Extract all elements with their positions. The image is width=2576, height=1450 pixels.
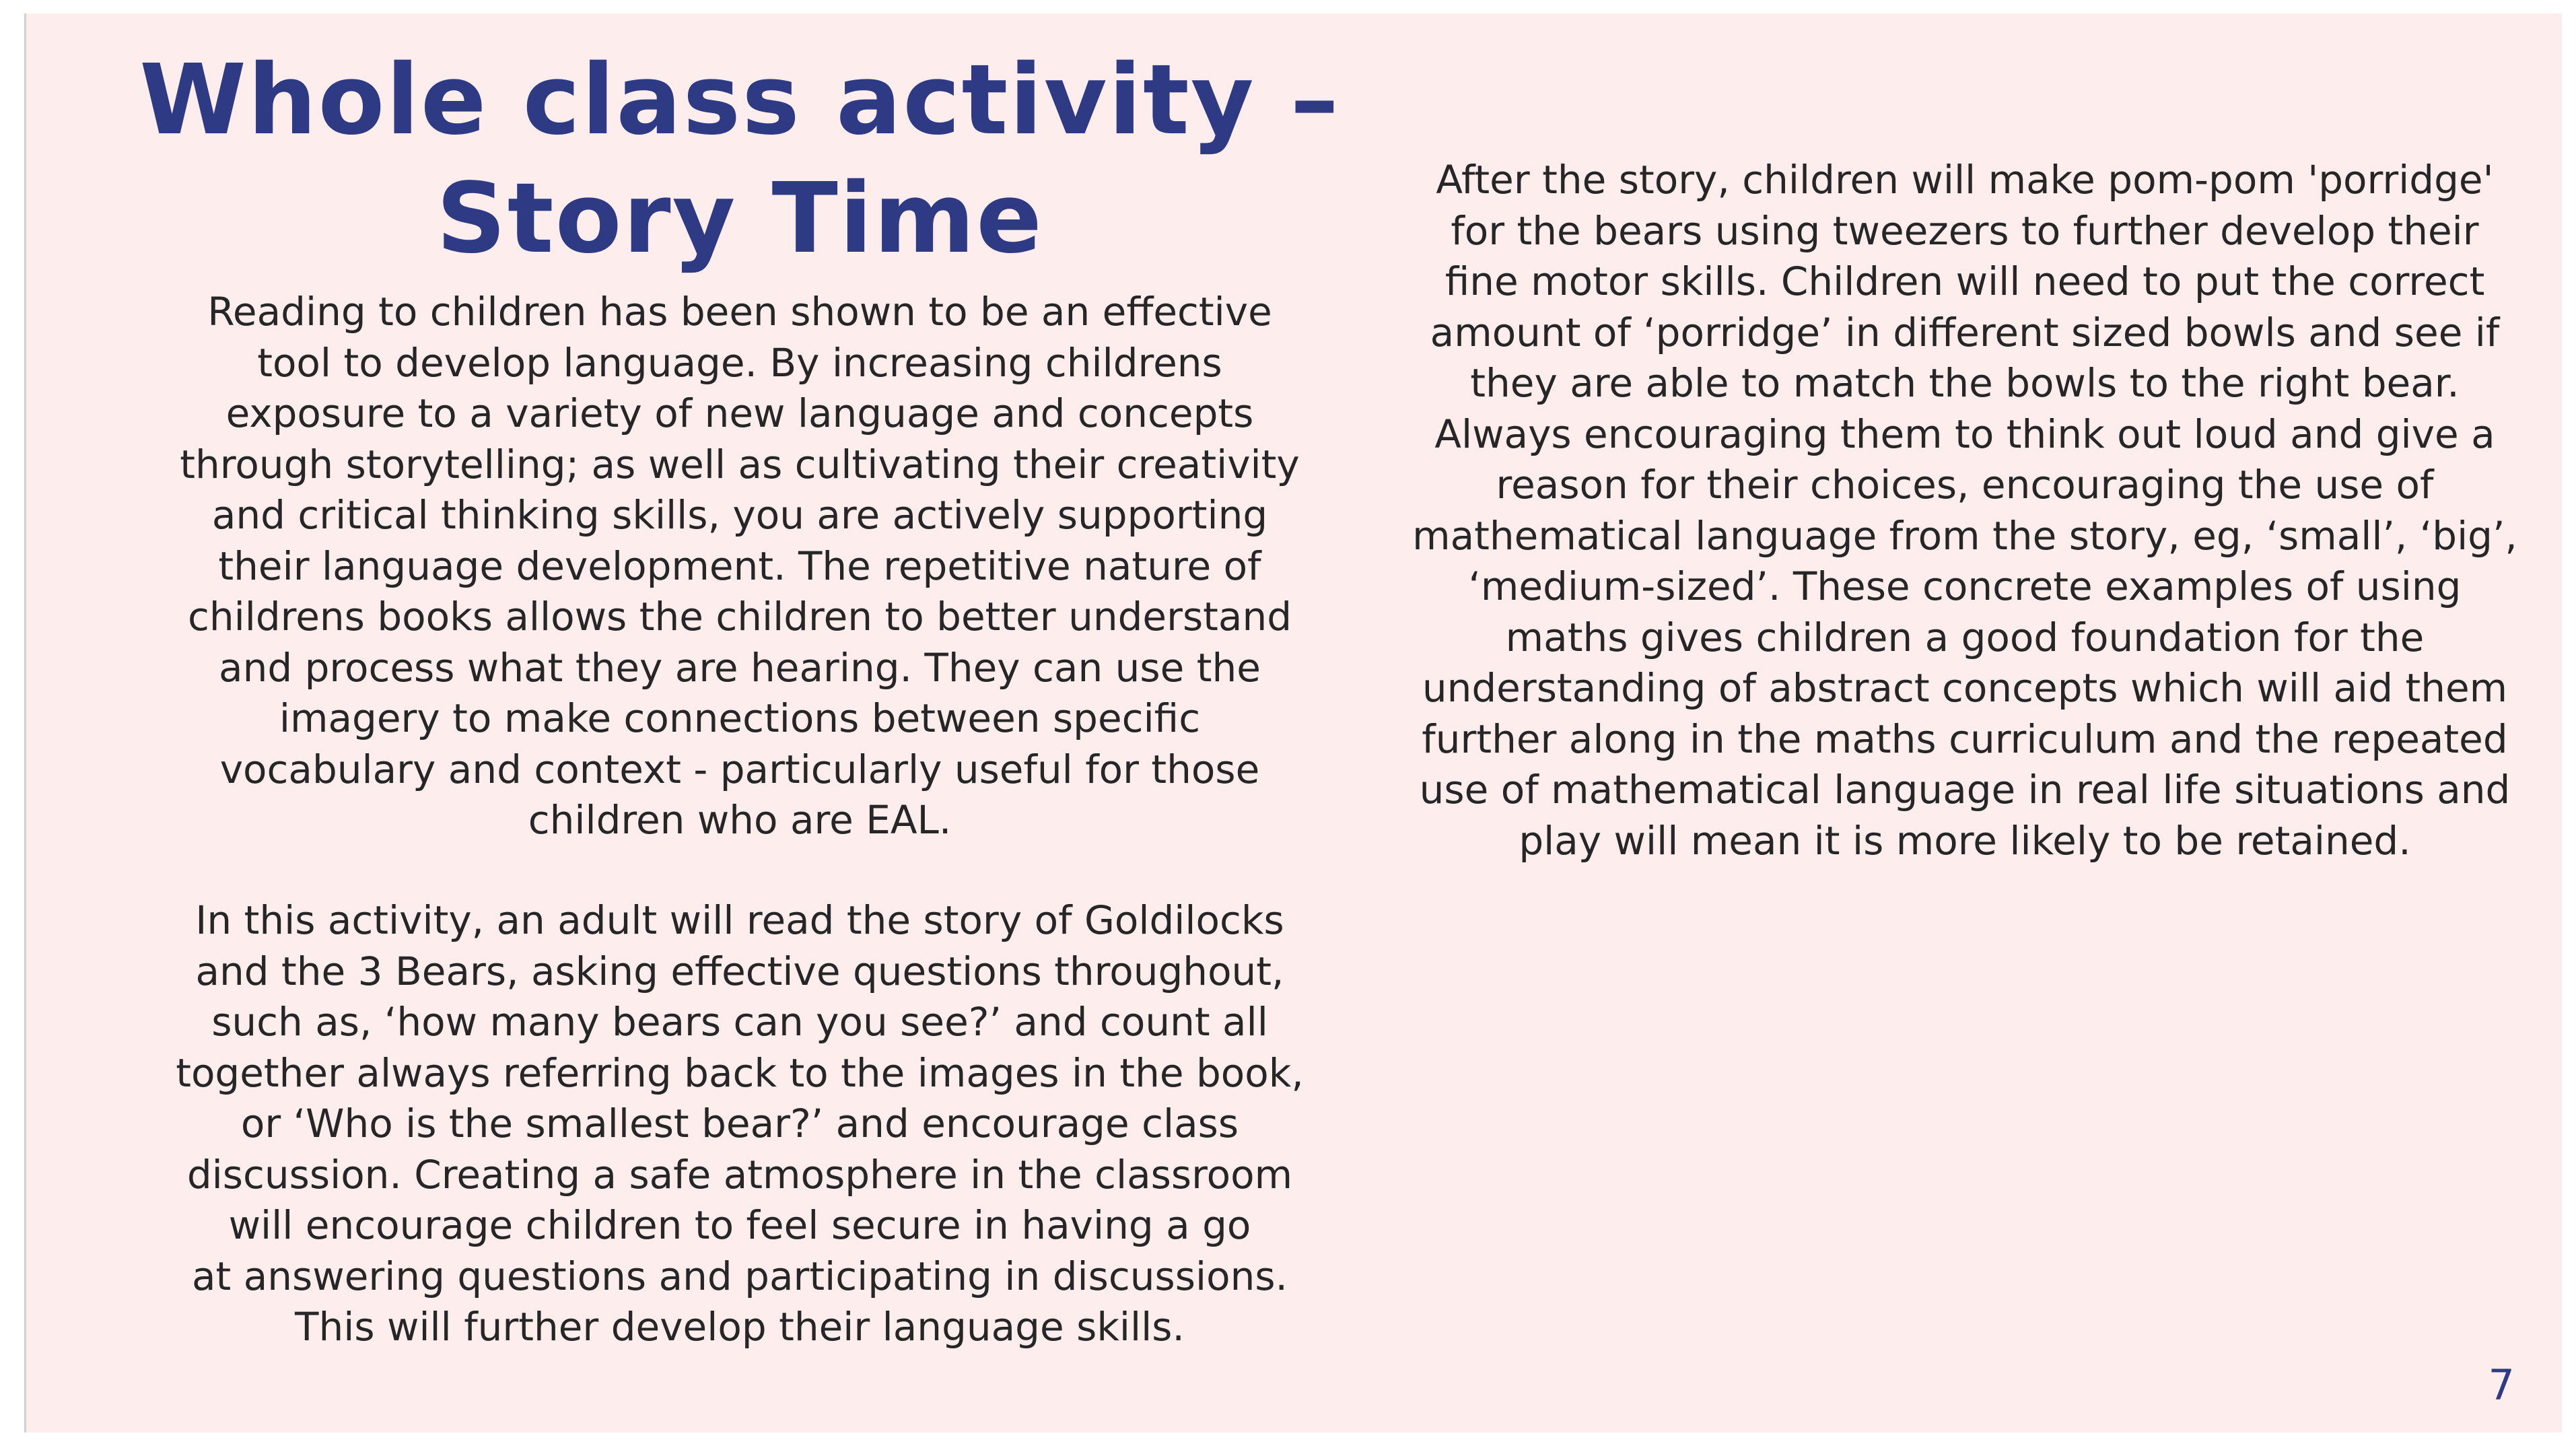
page-number: 7: [2488, 1360, 2515, 1410]
intro-paragraph: Reading to children has been shown to be an effective tool to develop language. By increasing childrens exposure to a variety of new language and concepts through storytelling; as well as cultivating their creativity and critical thinking skills, you are actively supporting their language development. The repetitive nature of childrens books allows the children to better understand and process what they are hearing. They can use the imagery to make connections between specific vocabulary and context - particularly useful for those children who are EAL.: [180, 289, 1300, 843]
activity-paragraph: In this activity, an adult will read the story of Goldilocks and the 3 Bears, asking effective questions throughout, such as, ‘how many bears can you see?’ and count all together always referring back to the images in the book, or ‘Who is the smallest bear?’ and encourage class discussion. Creating a safe atmosphere in the classroom will encourage children to feel secure in having a go at answering questions and participating in discussions. This will further develop their language skills.: [176, 897, 1304, 1350]
page-title-line-1: Whole class activity –: [139, 43, 1340, 156]
page-title-line-2: Story Time: [436, 162, 1043, 275]
followup-paragraph: After the story, children will make pom-pom 'porridge' for the bears using tweezers to further develop their fine motor skills. Children will need to put the correct amount of ‘porridge’ in different sized bowls and see if they are able to match the bowls to the right bear. Always encouraging them to think out loud and give a reason for their choices, encouraging the use of mathematical language from the story, eg, ‘small’, ‘big’, ‘medium-sized’. These concrete examples of using maths gives children a good foundation for the understanding of abstract concepts which will aid them further along in the maths curriculum and the repeated use of mathematical language in real life situations and play will mean it is more likely to be retained.: [1412, 157, 2517, 864]
page-title: [100, 40, 1379, 277]
slide-page: [24, 13, 2562, 1432]
